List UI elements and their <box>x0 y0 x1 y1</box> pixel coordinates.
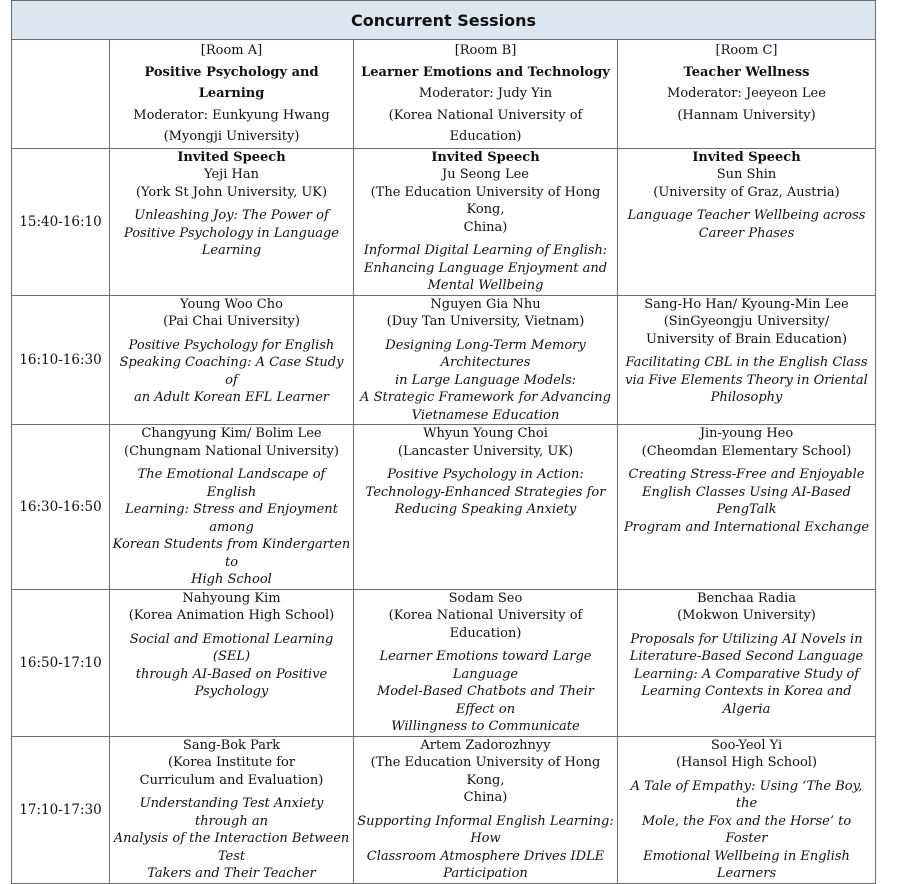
talk-title-line: Takers and Their Teacher <box>147 866 316 881</box>
talk-title <box>620 466 873 536</box>
time-header-cell <box>12 40 110 149</box>
talk-title-line: Learning: A Comparative Study of <box>633 666 860 682</box>
moderator-affiliation: (Myongji University) <box>163 129 300 144</box>
moderator: Moderator: Judy Yin <box>418 86 553 101</box>
speaker-name: Soo-Yeol Yi <box>710 737 783 753</box>
talk-cell <box>110 295 354 425</box>
speaker-affiliation: (University of Graz, Austria) <box>653 184 840 200</box>
talk-title-line: English Classes Using AI-Based PengTalk <box>642 484 851 517</box>
talk-title-line: Learning: Stress and Enjoyment among <box>125 502 338 535</box>
talk-title <box>356 337 615 425</box>
speaker-affiliation: (SinGyeongju University/ <box>663 314 830 329</box>
talk-title-line: High School <box>191 572 272 587</box>
talk-title <box>112 207 351 260</box>
room-a-header <box>110 40 354 149</box>
talk-title-line: Classroom Atmosphere Drives IDLE <box>366 848 605 864</box>
session-row <box>12 736 876 883</box>
talk-title-line: Korean Students from Kindergarten to <box>112 537 351 570</box>
schedule-sheet <box>11 0 875 881</box>
speaker-affiliation: (York St John University, UK) <box>135 184 328 200</box>
speaker-affiliation: Curriculum and Evaluation) <box>139 772 324 788</box>
talk-title-line: The Emotional Landscape of English <box>137 467 326 500</box>
talk-cell <box>110 736 354 883</box>
talk-title-line: Informal Digital Learning of English: <box>363 243 608 258</box>
talk-cell <box>618 589 876 736</box>
speaker-name: Young Woo Cho <box>180 296 283 312</box>
invited-speech-label: Invited Speech <box>692 149 801 165</box>
talk-cell <box>354 148 618 295</box>
speaker-name: Artem Zadorozhnyy <box>420 737 551 753</box>
sessions-body <box>12 148 876 883</box>
talk-title-line: Social and Emotional Learning (SEL) <box>129 631 334 664</box>
table-title: Concurrent Sessions <box>12 1 876 40</box>
talk-title-line: Vietnamese Education <box>411 407 560 423</box>
talk-title-line: Speaking Coaching: A Case Study of <box>119 355 344 388</box>
time-slot: 16:30-16:50 <box>12 425 110 590</box>
talk-title-line: Program and International Exchange <box>623 519 870 535</box>
talk-title-line: Mole, the Fox and the Horse’ to Foster <box>641 813 852 846</box>
speaker-affiliation: (Mokwon University) <box>677 608 816 623</box>
talk-title-line: Model-Based Chatbots and Their Effect on <box>377 684 594 717</box>
talk-title-line: Designing Long-Term Memory Architectures <box>385 337 586 370</box>
speaker-name: Changyung Kim/ Bolim Lee <box>141 426 322 441</box>
speaker-name: Nguyen Gia Nhu <box>430 296 541 312</box>
session-row <box>12 425 876 590</box>
talk-title-line: Positive Psychology in Action: <box>387 467 584 482</box>
talk-title-line: Unleashing Joy: The Power of <box>134 208 329 223</box>
speaker-affiliation: (Cheomdan Elementary School) <box>641 443 852 459</box>
speaker-name: Nahyoung Kim <box>182 590 281 606</box>
talk-title-line: Language Teacher Wellbeing across <box>627 208 866 223</box>
speaker-name: Benchaa Radia <box>697 590 796 606</box>
speaker-affiliation: (Pai Chai University) <box>163 314 300 329</box>
talk-title-line: Emotional Wellbeing in English Learners <box>643 848 850 881</box>
talk-title <box>620 778 873 883</box>
talk-title-line: Technology-Enhanced Strategies for <box>365 484 606 500</box>
time-slot: 17:10-17:30 <box>12 736 110 883</box>
talk-cell <box>354 425 618 590</box>
talk-title-line: Learner Emotions toward Large Language <box>379 649 592 682</box>
session-row <box>12 589 876 736</box>
speaker-affiliation: (Duy Tan University, Vietnam) <box>386 314 585 329</box>
talk-title-line: Facilitating CBL in the English Class <box>625 355 868 370</box>
room-label: [Room A] <box>200 43 263 58</box>
talk-title <box>356 242 615 295</box>
talk-title <box>620 207 873 242</box>
room-theme: Teacher Wellness <box>683 64 810 80</box>
talk-title-line: Supporting Informal English Learning: How <box>357 813 614 846</box>
talk-cell <box>110 589 354 736</box>
talk-title-line: A Strategic Framework for Advancing <box>360 390 611 405</box>
speaker-affiliation: (Korea Animation High School) <box>128 608 335 623</box>
speaker-name: Ju Seong Lee <box>442 167 529 182</box>
talk-title-line: Analysis of the Interaction Between Test <box>113 831 350 864</box>
talk-cell <box>618 295 876 425</box>
talk-cell <box>354 736 618 883</box>
talk-cell <box>110 148 354 295</box>
talk-cell <box>354 295 618 425</box>
talk-title-line: Psychology <box>194 684 269 699</box>
time-slot: 15:40-16:10 <box>12 148 110 295</box>
talk-title <box>112 795 351 883</box>
speaker-affiliation: (The Education University of Hong Kong, <box>370 755 601 788</box>
talk-title-line: in Large Language Models: <box>394 372 577 388</box>
room-theme: Learner Emotions and Technology <box>361 64 610 80</box>
talk-cell <box>110 425 354 590</box>
speaker-affiliation: (The Education University of Hong Kong, <box>370 184 601 217</box>
talk-title-line: Positive Psychology in Language <box>124 225 339 241</box>
talk-title <box>620 354 873 407</box>
moderator: Moderator: Jeeyeon Lee <box>667 86 826 101</box>
speaker-name: Sang-Bok Park <box>182 737 281 753</box>
talk-title-line: Positive Psychology for English <box>128 337 335 353</box>
invited-speech-label: Invited Speech <box>431 149 540 165</box>
session-row <box>12 148 876 295</box>
title-row <box>12 1 876 40</box>
speaker-name: Sang-Ho Han/ Kyoung-Min Lee <box>644 296 849 312</box>
time-slot: 16:50-17:10 <box>12 589 110 736</box>
speaker-affiliation: (Chungnam National University) <box>124 443 339 459</box>
invited-speech-label: Invited Speech <box>177 149 286 165</box>
talk-title-line: Learning Contexts in Korea and Algeria <box>641 684 852 717</box>
speaker-name: Whyun Young Choi <box>423 426 548 441</box>
talk-title-line: Willingness to Communicate <box>391 719 580 734</box>
speaker-name: Jin-young Heo <box>699 426 794 441</box>
talk-title-line: Learning <box>201 243 262 258</box>
talk-title-line: Enhancing Language Enjoyment and <box>363 260 608 276</box>
talk-title-line: Proposals for Utilizing AI Novels in <box>630 631 863 647</box>
speaker-name: Yeji Han <box>204 167 259 182</box>
talk-title-line: an Adult Korean EFL Learner <box>133 390 330 405</box>
room-c-header <box>618 40 876 149</box>
talk-cell <box>618 425 876 590</box>
talk-title <box>620 631 873 719</box>
talk-title-line: Understanding Test Anxiety through an <box>139 796 324 829</box>
talk-cell <box>618 736 876 883</box>
talk-title-line: Philosophy <box>710 390 783 405</box>
talk-title-line: through AI-Based on Positive <box>135 666 328 682</box>
talk-cell <box>618 148 876 295</box>
room-theme: Positive Psychology and Learning <box>144 64 319 101</box>
moderator-affiliation: (Hannam University) <box>677 107 816 123</box>
moderator-affiliation: (Korea National University of Education) <box>388 107 583 144</box>
talk-title <box>112 631 351 701</box>
speaker-affiliation: (Korea Institute for <box>167 755 296 770</box>
talk-title <box>356 813 615 883</box>
room-label: [Room C] <box>715 43 778 58</box>
room-header-row <box>12 40 876 149</box>
talk-cell <box>354 589 618 736</box>
talk-title-line: Creating Stress-Free and Enjoyable <box>628 467 865 482</box>
speaker-affiliation: (Hansol High School) <box>675 755 818 770</box>
talk-title-line: Literature-Based Second Language <box>629 649 864 664</box>
speaker-affiliation: China) <box>463 790 508 805</box>
speaker-name: Sodam Seo <box>448 590 523 606</box>
talk-title-line: A Tale of Empathy: Using ‘The Boy, the <box>630 778 863 811</box>
speaker-affiliation: University of Brain Education) <box>645 331 848 347</box>
speaker-affiliation: (Korea National University of Education) <box>388 608 583 641</box>
room-b-header <box>354 40 618 149</box>
talk-title <box>356 466 615 519</box>
speaker-affiliation: China) <box>463 219 508 235</box>
talk-title-line: Career Phases <box>698 225 795 241</box>
talk-title-line: Mental Wellbeing <box>427 278 544 293</box>
speaker-name: Sun Shin <box>716 167 777 182</box>
concurrent-sessions-table <box>11 0 876 884</box>
talk-title-line: via Five Elements Theory in Oriental <box>625 372 868 388</box>
talk-title-line: Participation <box>443 866 528 881</box>
room-label: [Room B] <box>454 43 517 58</box>
talk-title-line: Reducing Speaking Anxiety <box>394 502 577 517</box>
speaker-affiliation: (Lancaster University, UK) <box>397 443 574 459</box>
moderator: Moderator: Eunkyung Hwang <box>133 107 330 123</box>
session-row <box>12 295 876 425</box>
talk-title <box>112 337 351 407</box>
time-slot: 16:10-16:30 <box>12 295 110 425</box>
talk-title <box>356 648 615 736</box>
talk-title <box>112 466 351 589</box>
